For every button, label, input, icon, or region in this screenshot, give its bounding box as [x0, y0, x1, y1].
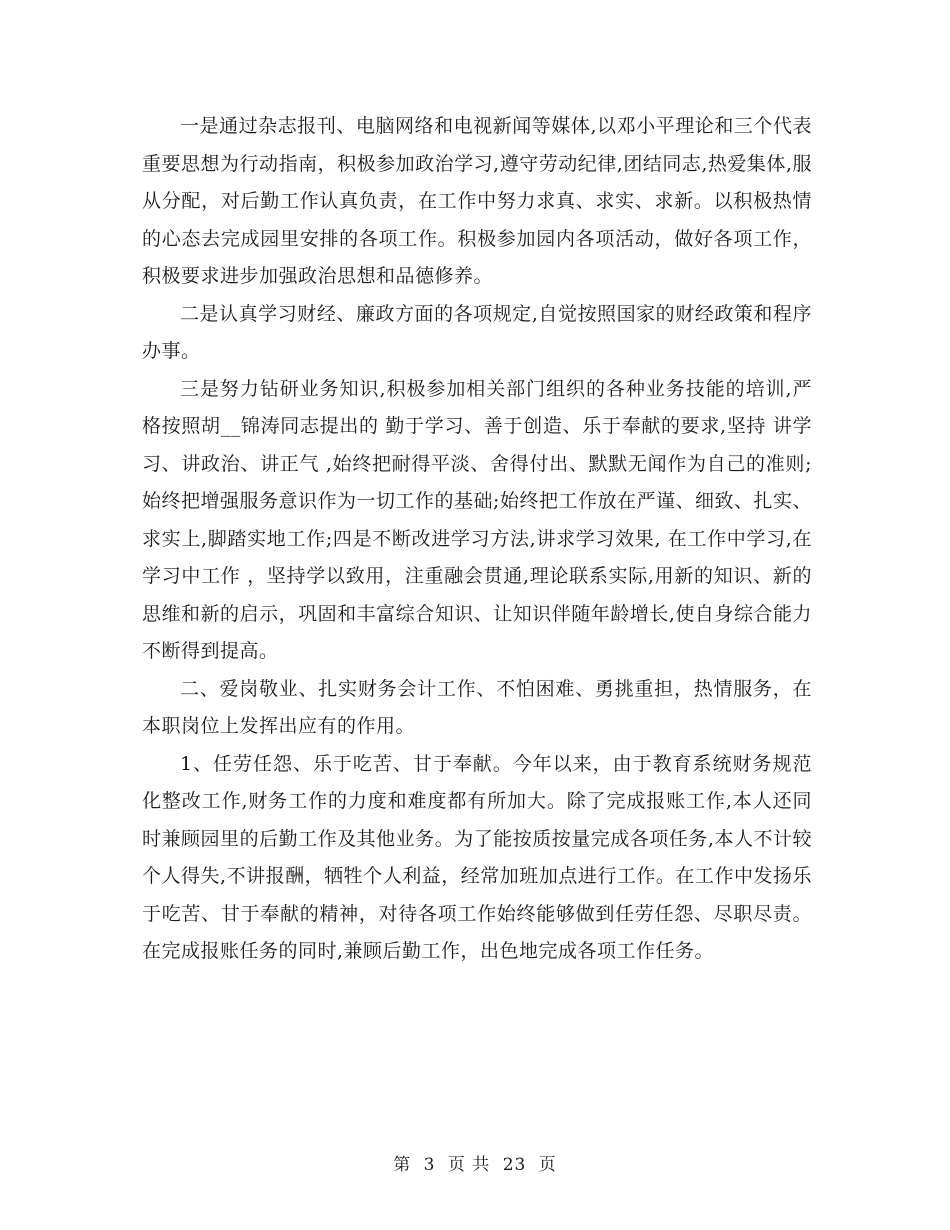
- current-page-number: 3: [423, 1155, 436, 1175]
- page-footer: [0, 1150, 950, 1175]
- paragraph-4: 二、爱岗敬业、扎实财务会计工作、不怕困难、勇挑重担，热情服务，在本职岗位上发挥出应有的作用。: [142, 677, 812, 737]
- paragraph-5: 1、任劳任怨、乐于吃苦、甘于奉献。今年以来，由于教育系统财务规范化整改工作,财务工作的力度和难度都有所加大。除了完成报账工作,本人还同时兼顾园里的后勤工作及其他业务。为了能按质按量完成各项任务,本人不计较个人得失,不讲报酬，牺牲个人利益，经常加班加点进行工作。在工作中发扬乐于吃苦、甘于奉献的精神，对待各项工作始终能够做到任劳任怨、尽职尽责。在完成报账任务的同时,兼顾后勤工作，出色地完成各项工作任务。: [142, 752, 812, 962]
- total-pages-number: 23: [502, 1155, 527, 1175]
- footer-prefix: 第: [393, 1155, 412, 1175]
- footer-suffix: 页: [538, 1155, 557, 1175]
- footer-middle: 页 共: [447, 1155, 491, 1175]
- paragraph-3: 三是努力钻研业务知识,积极参加相关部门组织的各种业务技能的培训,严格按照胡__锦涛同志提出的 勤于学习、善于创造、乐于奉献的要求,坚持 讲学习、讲政治、讲正气 ,始终把耐得平淡、舍得付出、默默无闻作为自己的准则;始终把增强服务意识作为一切工作的基础;始终把工作放在严谨、细致、扎实、求实上,脚踏实地工作;四是不断改进学习方法,讲求学习效果, 在工作中学习,在学习中工作 ，坚持学以致用，注重融会贯通,理论联系实际,用新的知识、新的思维和新的启示，巩固和丰富综合知识、让知识伴随年龄增长,使自身综合能力不断得到提高。: [142, 377, 812, 662]
- document-body: [142, 108, 819, 971]
- paragraph-2: 二是认真学习财经、廉政方面的各项规定,自觉按照国家的财经政策和程序办事。: [142, 302, 812, 362]
- paragraph-1: 一是通过杂志报刊、电脑网络和电视新闻等媒体,以邓小平理论和三个代表 重要思想为行动指南，积极参加政治学习,遵守劳动纪律,团结同志,热爱集体,服从分配，对后勤工作认真负责，在工作中努力求真、求实、求新。以积极热情的心态去完成园里安排的各项工作。积极参加园内各项活动，做好各项工作，积极要求进步加强政治思想和品德修养。: [142, 115, 819, 287]
